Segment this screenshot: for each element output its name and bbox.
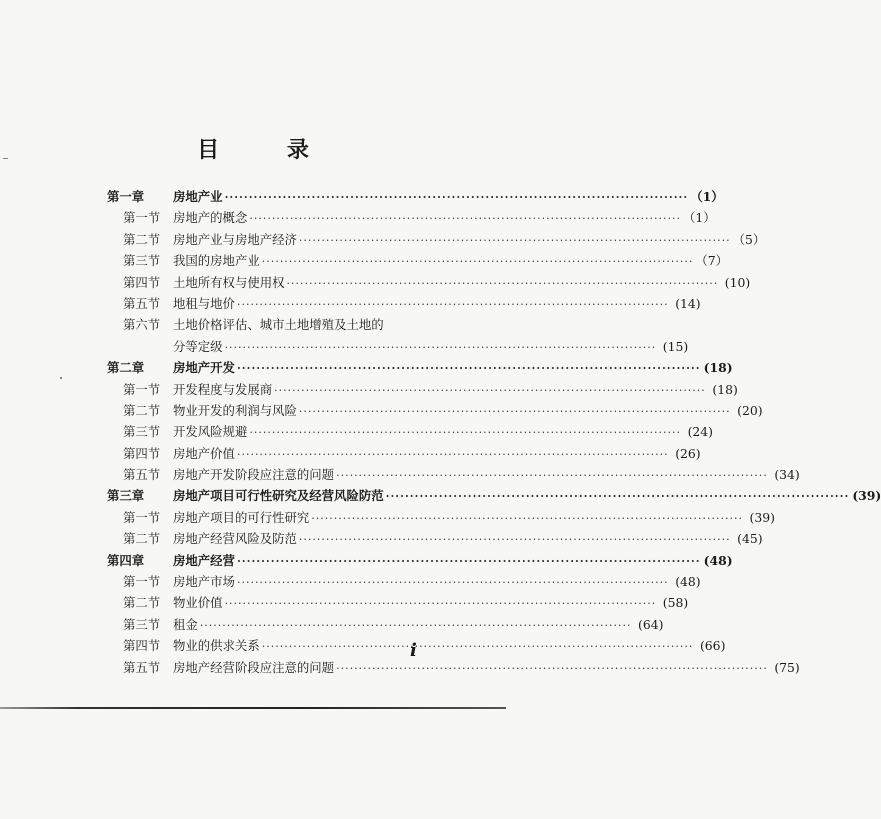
- toc-entry-title: 房地产经营阶段应注意的问题: [173, 659, 335, 675]
- toc-section-row: [107, 572, 701, 593]
- toc-leader-dots: [225, 191, 689, 204]
- toc-leader-dots: [386, 490, 850, 503]
- toc-page-number: (34): [774, 467, 800, 483]
- toc-leader-dots: [336, 662, 768, 675]
- toc-entry-label: 第一节: [123, 381, 161, 397]
- toc-page-number: (26): [675, 445, 701, 461]
- toc-entry-title: 房地产开发: [173, 360, 235, 376]
- toc-section-row: [107, 615, 664, 636]
- scan-speck: [3, 158, 8, 159]
- bottom-rule: [0, 707, 506, 709]
- toc-chapter-row: [107, 358, 733, 379]
- scan-speck: [60, 377, 62, 379]
- toc-chapter-row: [107, 551, 733, 572]
- toc-entry-title: 房地产经营: [173, 552, 235, 568]
- toc-leader-dots: [237, 362, 701, 375]
- toc-entry-title: 房地产业: [173, 189, 223, 204]
- toc-entry-label: 第二节: [123, 595, 161, 611]
- toc-entry-title: 租金: [173, 616, 198, 632]
- toc-section-row: [107, 337, 689, 358]
- toc-leader-dots: [237, 576, 669, 589]
- toc-entry-title: 我国的房地产业: [173, 253, 260, 269]
- toc-entry-title: 房地产经营风险及防范: [173, 531, 297, 547]
- table-of-contents: [107, 187, 881, 679]
- toc-entry-label: 第一节: [123, 509, 161, 525]
- toc-leader-dots: [299, 533, 731, 546]
- toc-entry-label: 第五节: [123, 295, 161, 311]
- toc-leader-dots: [299, 234, 731, 247]
- toc-page-number: （7）: [695, 253, 729, 269]
- toc-section-row: [107, 593, 689, 614]
- toc-entry-title: 土地所有权与使用权: [173, 274, 285, 290]
- toc-section-row: [107, 380, 738, 401]
- toc-section-row: [107, 465, 800, 486]
- toc-entry-label: 第一节: [123, 574, 161, 590]
- toc-entry-label: 第三章: [107, 488, 145, 504]
- toc-entry-title: 土地价格评估、城市土地增殖及土地的: [173, 317, 384, 333]
- toc-section-row: [107, 401, 763, 422]
- toc-entry-title: 分等定级: [173, 338, 223, 354]
- toc-page-number: （1）: [690, 189, 724, 204]
- toc-entry-title: 物业价值: [173, 595, 223, 611]
- toc-entry-label: 第二章: [107, 360, 145, 376]
- toc-entry-title: 房地产开发阶段应注意的问题: [173, 467, 335, 483]
- toc-entry-title: 房地产市场: [173, 574, 235, 590]
- toc-leader-dots: [237, 555, 701, 568]
- page-title: 目 录: [197, 137, 339, 163]
- toc-page-number: （5）: [732, 231, 766, 247]
- toc-page-number: (66): [699, 638, 726, 654]
- toc-chapter-row: [107, 187, 724, 208]
- toc-section-row: [107, 208, 716, 229]
- toc-leader-dots: [249, 212, 681, 225]
- toc-entry-title: 房地产业与房地产经济: [173, 231, 297, 247]
- toc-entry-label: 第三节: [123, 424, 161, 440]
- toc-entry-label: 第四节: [123, 638, 161, 654]
- toc-leader-dots: [225, 597, 657, 610]
- toc-section-row: [107, 444, 701, 465]
- toc-entry-label: 第二节: [123, 531, 161, 547]
- toc-leader-dots: [311, 512, 743, 525]
- toc-section-row: [107, 508, 775, 529]
- toc-leader-dots: [262, 255, 694, 268]
- toc-page-number: (75): [774, 659, 800, 675]
- toc-page-number: (10): [724, 274, 751, 290]
- toc-leader-dots: [262, 640, 694, 653]
- toc-entry-title: 地租与地价: [173, 295, 235, 311]
- toc-entry-label: 第一章: [107, 189, 145, 204]
- toc-entry-title: 房地产项目的可行性研究: [173, 509, 310, 525]
- toc-page-number: (58): [662, 595, 689, 611]
- toc-leader-dots: [237, 298, 669, 311]
- toc-entry-title: 物业开发的利润与风险: [173, 402, 297, 418]
- toc-entry-title: 房地产项目可行性研究及经营风险防范: [173, 488, 384, 504]
- toc-section-row: [107, 315, 437, 336]
- toc-entry-title: 物业的供求关系: [173, 638, 260, 654]
- toc-leader-dots: [237, 448, 669, 461]
- toc-leader-dots: [287, 277, 719, 290]
- toc-section-row: [107, 273, 751, 294]
- page-number: i: [410, 640, 417, 661]
- toc-entry-label: 第三节: [123, 616, 161, 632]
- toc-section-row: [107, 636, 726, 657]
- toc-page-number: (64): [638, 616, 664, 632]
- toc-entry-label: 第四节: [123, 445, 161, 461]
- toc-page-number: (14): [675, 295, 701, 311]
- toc-section-row: [107, 529, 763, 550]
- toc-page-number: (39): [852, 488, 881, 504]
- toc-section-row: [107, 294, 701, 315]
- toc-leader-dots: [299, 405, 731, 418]
- toc-entry-title: 开发风险规避: [173, 424, 248, 440]
- toc-leader-dots: [200, 619, 632, 632]
- toc-section-row: [107, 230, 766, 251]
- toc-leader-dots: [225, 341, 657, 354]
- toc-section-row: [107, 422, 714, 443]
- toc-entry-label: 第二节: [123, 402, 161, 418]
- toc-entry-label: 第五节: [123, 659, 161, 675]
- toc-section-row: [107, 658, 800, 679]
- toc-section-row: [107, 251, 729, 272]
- toc-entry-title: 房地产价值: [173, 445, 235, 461]
- toc-page-number: (45): [737, 531, 763, 547]
- toc-entry-label: 第六节: [123, 317, 161, 333]
- toc-entry-label: 第三节: [123, 253, 161, 269]
- toc-leader-dots: [336, 469, 768, 482]
- toc-entry-label: 第四节: [123, 274, 161, 290]
- toc-page-number: (48): [675, 574, 701, 590]
- toc-page-number: (18): [703, 360, 733, 376]
- toc-leader-dots: [249, 426, 681, 439]
- toc-leader-dots: [274, 384, 706, 397]
- toc-entry-label: 第五节: [123, 467, 161, 483]
- toc-entry-label: 第四章: [107, 552, 145, 568]
- toc-page-number: (24): [687, 424, 714, 440]
- toc-page-number: (48): [703, 552, 733, 568]
- toc-page-number: (20): [737, 402, 763, 418]
- toc-chapter-row: [107, 486, 881, 507]
- toc-page-number: (15): [662, 338, 689, 354]
- toc-page-number: (39): [749, 509, 775, 525]
- toc-page-number: （1）: [683, 210, 716, 226]
- toc-entry-title: 房地产的概念: [173, 210, 248, 226]
- toc-page-number: (18): [712, 381, 738, 397]
- toc-entry-label: 第一节: [123, 210, 161, 226]
- toc-entry-label: 第二节: [123, 231, 161, 247]
- toc-entry-title: 开发程度与发展商: [173, 381, 273, 397]
